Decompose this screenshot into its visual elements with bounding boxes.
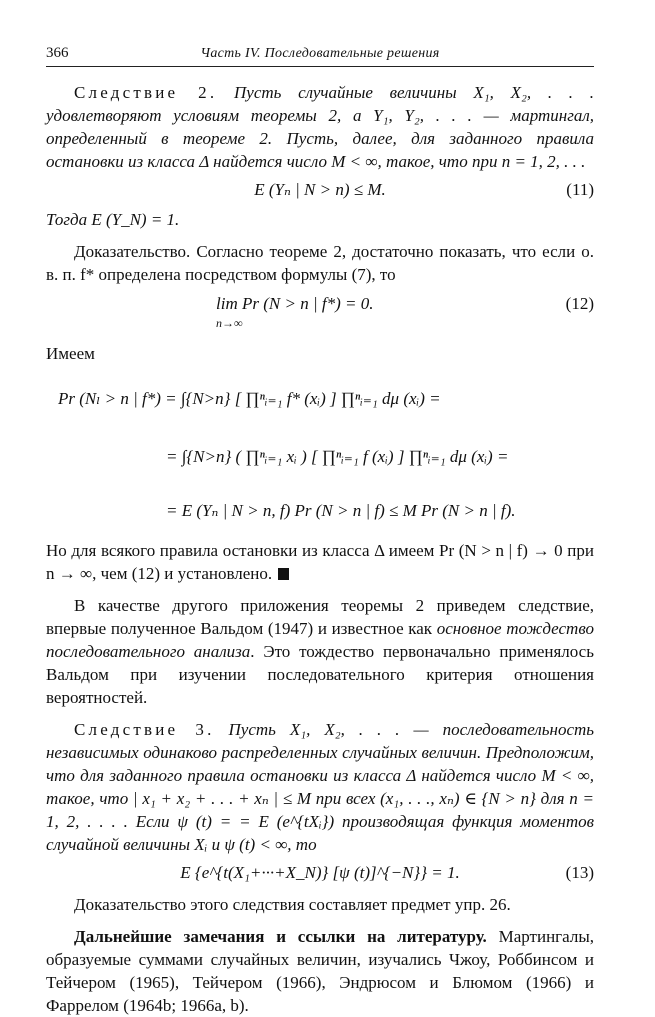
page-header xyxy=(46,42,594,67)
proof-end-text: Но для всякого правила остановки из класса Δ имеем Pr (N > n | f) → 0 при n → ∞, чем (12) и установлено. xyxy=(46,541,594,583)
equation-13-number: (13) xyxy=(565,863,594,882)
qed-square-icon xyxy=(278,568,289,580)
equation-12-subscript: n→∞ xyxy=(216,316,243,330)
equation-12 xyxy=(46,292,594,338)
corollary-2 xyxy=(46,81,594,173)
display-equation xyxy=(46,373,594,531)
corollary-2-conclusion: Тогда E (Y_N) = 1. xyxy=(46,210,180,229)
proof-have: Имеем xyxy=(46,344,95,363)
equation-13-body: E {e^{t(X₁+···+X_N)} [ψ (t)]^{−N}} = 1. xyxy=(180,863,460,882)
display-line-1: Pr (Nₗ > n | f*) = ∫{N>n} [ ∏ⁿᵢ₌₁ f* (xᵢ) ] ∏ⁿᵢ₌₁ dμ (xᵢ) = xyxy=(58,389,441,408)
equation-12-body: lim Pr (N > n | f*) = 0. xyxy=(216,294,374,313)
remarks-heading: Дальнейшие замечания и ссылки на литературу. xyxy=(74,927,487,946)
corollary-2-statement: Пусть случайные величины X₁, X₂, . . . удовлетворяют условиям теоремы 2, а Y₁, Y₂, . . . — мартингал, определенный в теореме 2. Пусть, далее, для заданного правила остановки из класса Δ найдется число M < ∞, такое, что при n = 1, 2, . . . xyxy=(46,83,594,171)
proof-end xyxy=(46,539,594,585)
wald-text-after: . Это тождество первоначально применялось Вальдом при изучении последовательного критерия отношения вероятностей. xyxy=(46,642,594,707)
corollary-3-statement: Пусть X₁, X₂, . . . — последовательность независимых одинаково распределенных случайных величин. Предположим, что для заданного правила остановки из класса Δ найдется число M < ∞, такое, что | x₁ + x₂ + . . . + xₙ | ≤ M при всех (x₁, . . ., xₙ) ∈ {N > n} для n = 1, 2, . . . . Если ψ (t) = = E (e^{tXᵢ}) производящая функция моментов случайной величины Xᵢ и ψ (t) < ∞, то xyxy=(46,720,595,854)
page-number: 366 xyxy=(46,45,69,61)
running-title: Часть IV. Последовательные решения xyxy=(200,46,440,61)
equation-13 xyxy=(46,861,594,884)
corollary-2-label: Следствие 2. xyxy=(74,83,218,102)
display-line-3: = E (Yₙ | N > n, f) Pr (N > n | f) ≤ M Pr (N > n | f). xyxy=(166,501,516,520)
corollary-3-label: Следствие 3. xyxy=(74,720,215,739)
equation-12-number: (12) xyxy=(565,294,594,313)
remarks-text: Мартингалы, образуемые суммами случайных величин, изучались Чжоу, Роббинсом и Тейчером (1965), Тейчером (1966), Эндрюсом и Блюмом (1966) и Фаррелом (1964b; 1966a, b). xyxy=(46,927,594,1015)
book-page xyxy=(46,42,594,1017)
equation-11-body: E (Yₙ | N > n) ≤ M. xyxy=(254,180,386,199)
exercise-note: Доказательство этого следствия составляет предмет упр. 26. xyxy=(74,895,511,914)
equation-11-number: (11) xyxy=(566,180,594,199)
proof-intro: Доказательство. Согласно теореме 2, достаточно показать, что если о. в. п. f* определена посредством формулы (7), то xyxy=(46,242,594,284)
equation-11 xyxy=(46,178,594,201)
remarks-paragraph xyxy=(46,925,594,1017)
wald-italic-term: основное тождество последовательного анализа xyxy=(46,619,594,661)
wald-paragraph xyxy=(46,594,594,709)
display-line-2: = ∫{N>n} ( ∏ⁿᵢ₌₁ xᵢ ) [ ∏ⁿᵢ₌₁ f (xᵢ) ] ∏ⁿᵢ₌₁ dμ (xᵢ) = xyxy=(166,447,509,466)
corollary-3 xyxy=(46,718,594,856)
wald-text-before: В качестве другого приложения теоремы 2 приведем следствие, впервые полученное Вальдом (1947) и известное как xyxy=(46,596,594,638)
